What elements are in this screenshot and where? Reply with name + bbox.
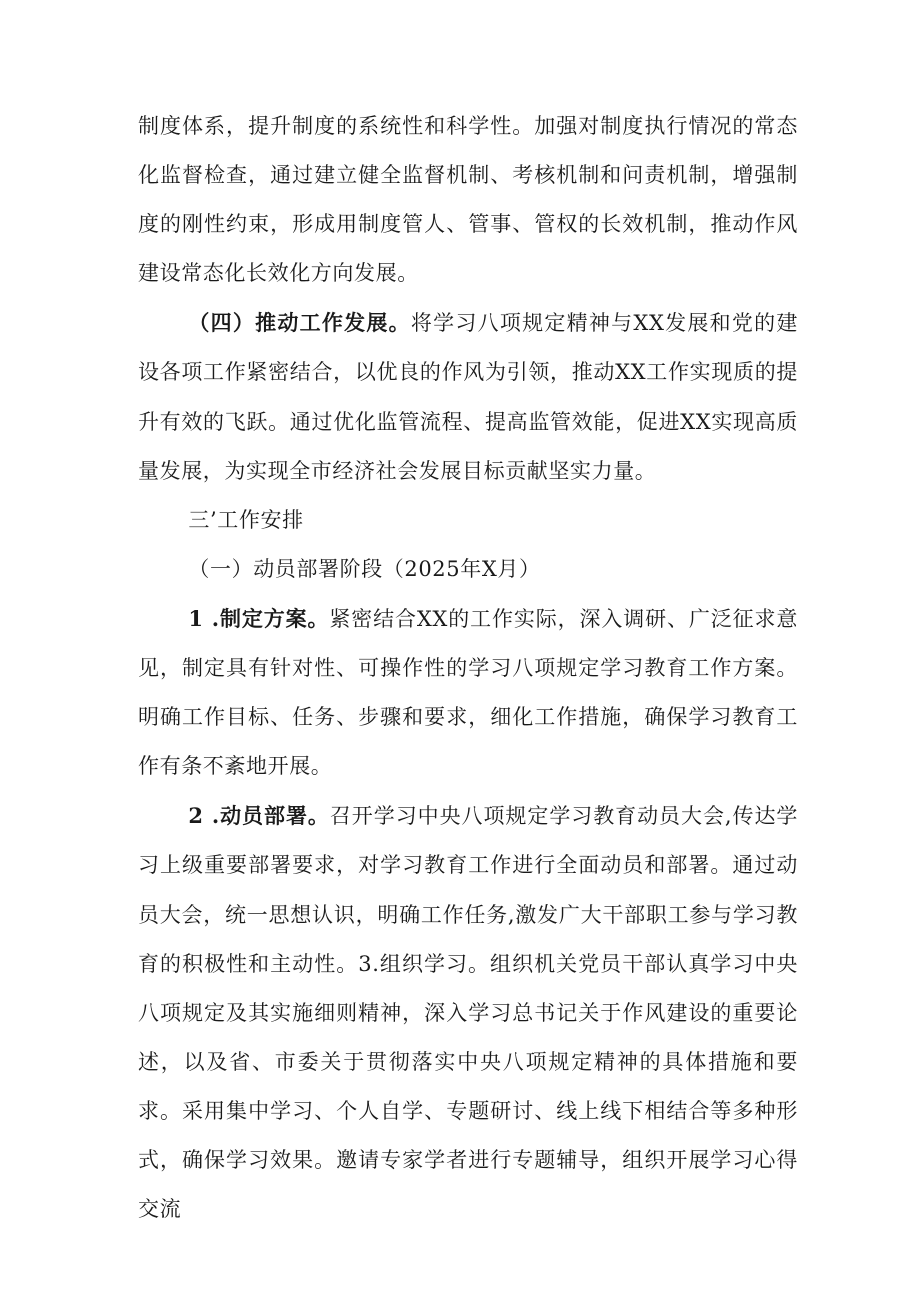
paragraph-2-body: 将学习八项规定精神与XX发展和党的建设各项工作紧密结合，以优良的作风为引领，推动XX工作实现质的提升有效的飞跃。通过优化监管流程、提高监管效能，促进XX实现高质量发展，为实现全市经济社会发展目标贡献坚实力量。 xyxy=(138,311,799,483)
item-1 xyxy=(138,594,798,791)
item-1-title: 1 .制定方案。 xyxy=(188,605,330,631)
document-body xyxy=(138,102,798,1234)
item-2-title: 2 .动员部署。 xyxy=(188,803,330,829)
item-2 xyxy=(138,791,798,1234)
item-1-body: 紧密结合XX的工作实际，深入调研、广泛征求意见，制定具有针对性、可操作性的学习八项规定学习教育工作方案。明确工作目标、任务、步骤和要求，细化工作措施，确保学习教育工作有条不紊地开展。 xyxy=(138,606,798,779)
item-2-body: 召开学习中央八项规定学习教育动员大会,传达学习上级重要部署要求，对学习教育工作进行全面动员和部署。通过动员大会，统一思想认识，明确工作任务,激发广大干部职工参与学习教育的积极性和主动性。3.组织学习。组织机关党员干部认真学习中央八项规定及其实施细则精神，深入学习总书记关于作风建设的重要论述，以及省、市委关于贯彻落实中央八项规定精神的具体措施和要求。采用集中学习、个人自学、专题研讨、线上线下相结合等多种形式，确保学习效果。邀请专家学者进行专题辅导，组织开展学习心得交流 xyxy=(138,804,798,1222)
subsection-heading-3-1: （一）动员部署阶段（2025年X月） xyxy=(188,556,541,581)
section-heading-3: 三’工作安排 xyxy=(188,507,304,532)
paragraph-2-title: （四）推动工作发展。 xyxy=(188,310,411,336)
paragraph-1: 制度体系，提升制度的系统性和科学性。加强对制度执行情况的常态化监督检查，通过建立健全监督机制、考核机制和问责机制，增强制度的刚性约束，形成用制度管人、管事、管权的长效机制，推动作风建设常态化长效化方向发展。 xyxy=(138,114,798,286)
paragraph-2 xyxy=(138,298,798,495)
